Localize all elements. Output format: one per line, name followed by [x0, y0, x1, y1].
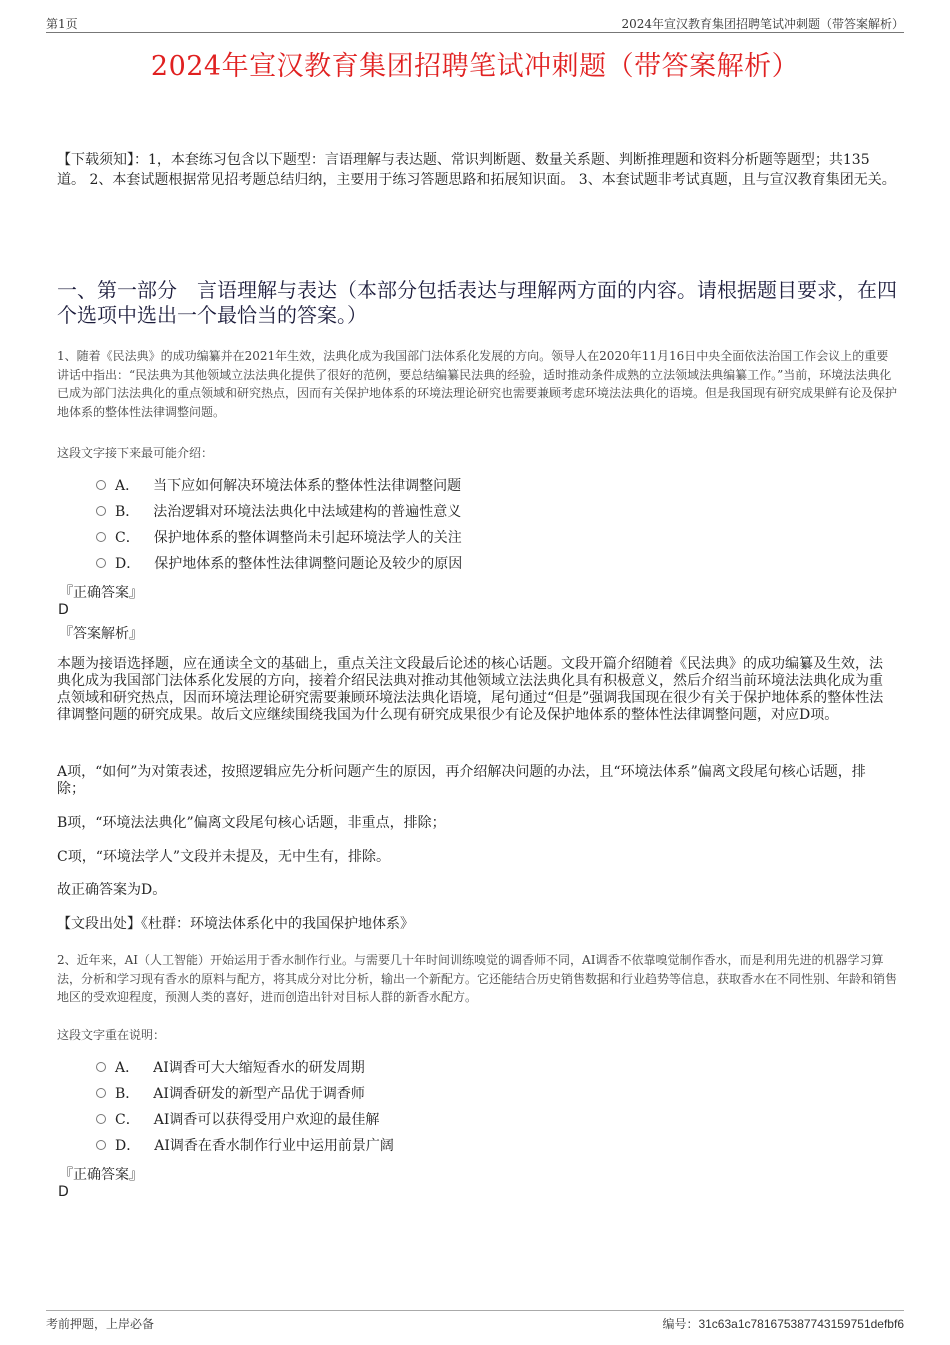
option-label: D． [115, 1138, 141, 1154]
option-text: AI调香可大大缩短香水的研发周期 [153, 1060, 365, 1076]
radio-button[interactable] [96, 480, 106, 490]
footer-code [662, 1315, 904, 1332]
question-1-analysis-label: 『答案解析』 [59, 626, 143, 642]
question-1-answer: D [58, 602, 69, 618]
question-1-option-a[interactable] [96, 476, 461, 496]
question-2-answer-label: 『正确答案』 [59, 1167, 143, 1183]
question-1-source: 【文段出处】《杜群：环境法体系化中的我国保护地体系》 [57, 916, 414, 932]
radio-button[interactable] [96, 1114, 106, 1124]
question-2-option-d[interactable] [96, 1136, 394, 1156]
download-notice: 【下载须知】：1，本套练习包含以下题型：言语理解与表达题、常识判断题、数量关系题、判断推理题和资料分析题等题型；共135道。 2、本套试题根据常见招考题总结归纳，主要用于练习答题思路和拓展知识面。 3、本套试题非考试真题，且与宣汉教育集团无关。 [57, 152, 896, 188]
question-1-analysis-c: C项，“环境法学人”文段并未提及，无中生有，排除。 [57, 849, 391, 865]
radio-button[interactable] [96, 532, 106, 542]
option-label: C． [115, 530, 140, 546]
page-number: 第1页 [46, 17, 78, 31]
header-doc-title: 2024年宣汉教育集团招聘笔试冲刺题（带答案解析） [621, 17, 904, 31]
question-1-analysis-conclusion: 故正确答案为D。 [57, 882, 167, 898]
option-label: B． [115, 1086, 140, 1102]
question-2-option-c[interactable] [96, 1110, 379, 1130]
question-1-option-c[interactable] [96, 528, 462, 548]
question-2-text: 2、近年来，AI（人工智能）开始运用于香水制作行业。与需要几十年时间训练嗅觉的调香师不同，AI调香不依靠嗅觉制作香水，而是利用先进的机器学习算法，分析和学习现有香水的原料与配方，将其成分对比分析，输出一个新配方。它还能结合历史销售数据和行业趋势等信息，获取香水在不同性别、年龄和销售地区的受欢迎程度，预测人类的喜好，进而创造出针对目标人群的新香水配方。 [57, 953, 898, 1004]
question-2-answer: D [58, 1184, 69, 1200]
header-divider [46, 32, 904, 33]
option-text: 保护地体系的整体性法律调整问题论及较少的原因 [154, 556, 463, 572]
footer-slogan: 考前押题，上岸必备 [46, 1317, 155, 1331]
option-label: B． [115, 504, 140, 520]
option-text: AI调香可以获得受用户欢迎的最佳解 [153, 1112, 380, 1128]
question-1-option-b[interactable] [96, 502, 461, 522]
question-1-prompt: 这段文字接下来最可能介绍： [57, 446, 214, 460]
radio-button[interactable] [96, 1062, 106, 1072]
footer-divider [46, 1310, 904, 1311]
question-2-prompt: 这段文字重在说明： [57, 1028, 166, 1042]
option-label: A． [115, 1060, 140, 1076]
radio-button[interactable] [96, 1088, 106, 1098]
section-heading: 一、第一部分 言语理解与表达（本部分包括表达与理解两方面的内容。请根据题目要求，在四个选项中选出一个最恰当的答案。） [57, 278, 897, 327]
option-text: 当下应如何解决环境法体系的整体性法律调整问题 [153, 478, 462, 494]
option-text: 保护地体系的整体调整尚未引起环境法学人的关注 [153, 530, 462, 546]
option-text: AI调香研发的新型产品优于调香师 [153, 1086, 365, 1102]
question-2-option-a[interactable] [96, 1058, 365, 1078]
footer-code-label: 编号： [662, 1317, 699, 1331]
question-1-analysis-main: 本题为接语选择题，应在通读全文的基础上，重点关注文段最后论述的核心话题。文段开篇介绍随着《民法典》的成功编纂及生效，法典化成为我国部门法体系化发展的方向，接着介绍民法典对推动其他领域立法法典化具有积极意义，然后介绍当前环境法法典化成为重点领域和研究热点，因而环境法理论研究需要兼顾环境法法典化语境，尾句通过“但是”强调我国现在很少有关于保护地体系的整体性法律调整问题的研究成果。故后文应继续围绕我国为什么现有研究成果很少有论及保护地体系的整体性法律调整问题，对应D项。 [57, 656, 884, 723]
option-label: A． [115, 478, 140, 494]
radio-button[interactable] [96, 1140, 106, 1150]
question-1-text: 1、随着《民法典》的成功编纂并在2021年生效，法典化成为我国部门法体系化发展的方向。领导人在2020年11月16日中央全面依法治国工作会议上的重要讲话中指出：“民法典为其他领域立法法典化提供了很好的范例，要总结编纂民法典的经验，适时推动条件成熟的立法领域法典编纂工作。”当前，环境法法典化已成为部门法法典化的重点领域和研究热点，因而有关保护地体系的环境法理论研究也需要兼顾考虑环境法法典化的语境。但是我国现有研究成果鲜有论及保护地体系的整体性法律调整问题。 [57, 349, 898, 419]
radio-button[interactable] [96, 558, 106, 568]
question-1-analysis-b: B项，“环境法法典化”偏离文段尾句核心话题，非重点，排除； [57, 815, 446, 831]
option-text: 法治逻辑对环境法法典化中法域建构的普遍性意义 [153, 504, 462, 520]
option-label: D． [115, 556, 141, 572]
page-title: 2024年宣汉教育集团招聘笔试冲刺题（带答案解析） [150, 51, 800, 82]
question-1-answer-label: 『正确答案』 [59, 585, 143, 601]
option-text: AI调香在香水制作行业中运用前景广阔 [154, 1138, 394, 1154]
footer-code-value: 31c63a1c781675387743159751defbf6 [698, 1317, 904, 1331]
radio-button[interactable] [96, 506, 106, 516]
question-1-option-d[interactable] [96, 554, 462, 574]
option-label: C． [115, 1112, 140, 1128]
question-1-analysis-a: A项，“如何”为对策表述，按照逻辑应先分析问题产生的原因，再介绍解决问题的办法，且“环境法体系”偏离文段尾句核心话题，排除； [57, 764, 866, 797]
question-2-option-b[interactable] [96, 1084, 365, 1104]
